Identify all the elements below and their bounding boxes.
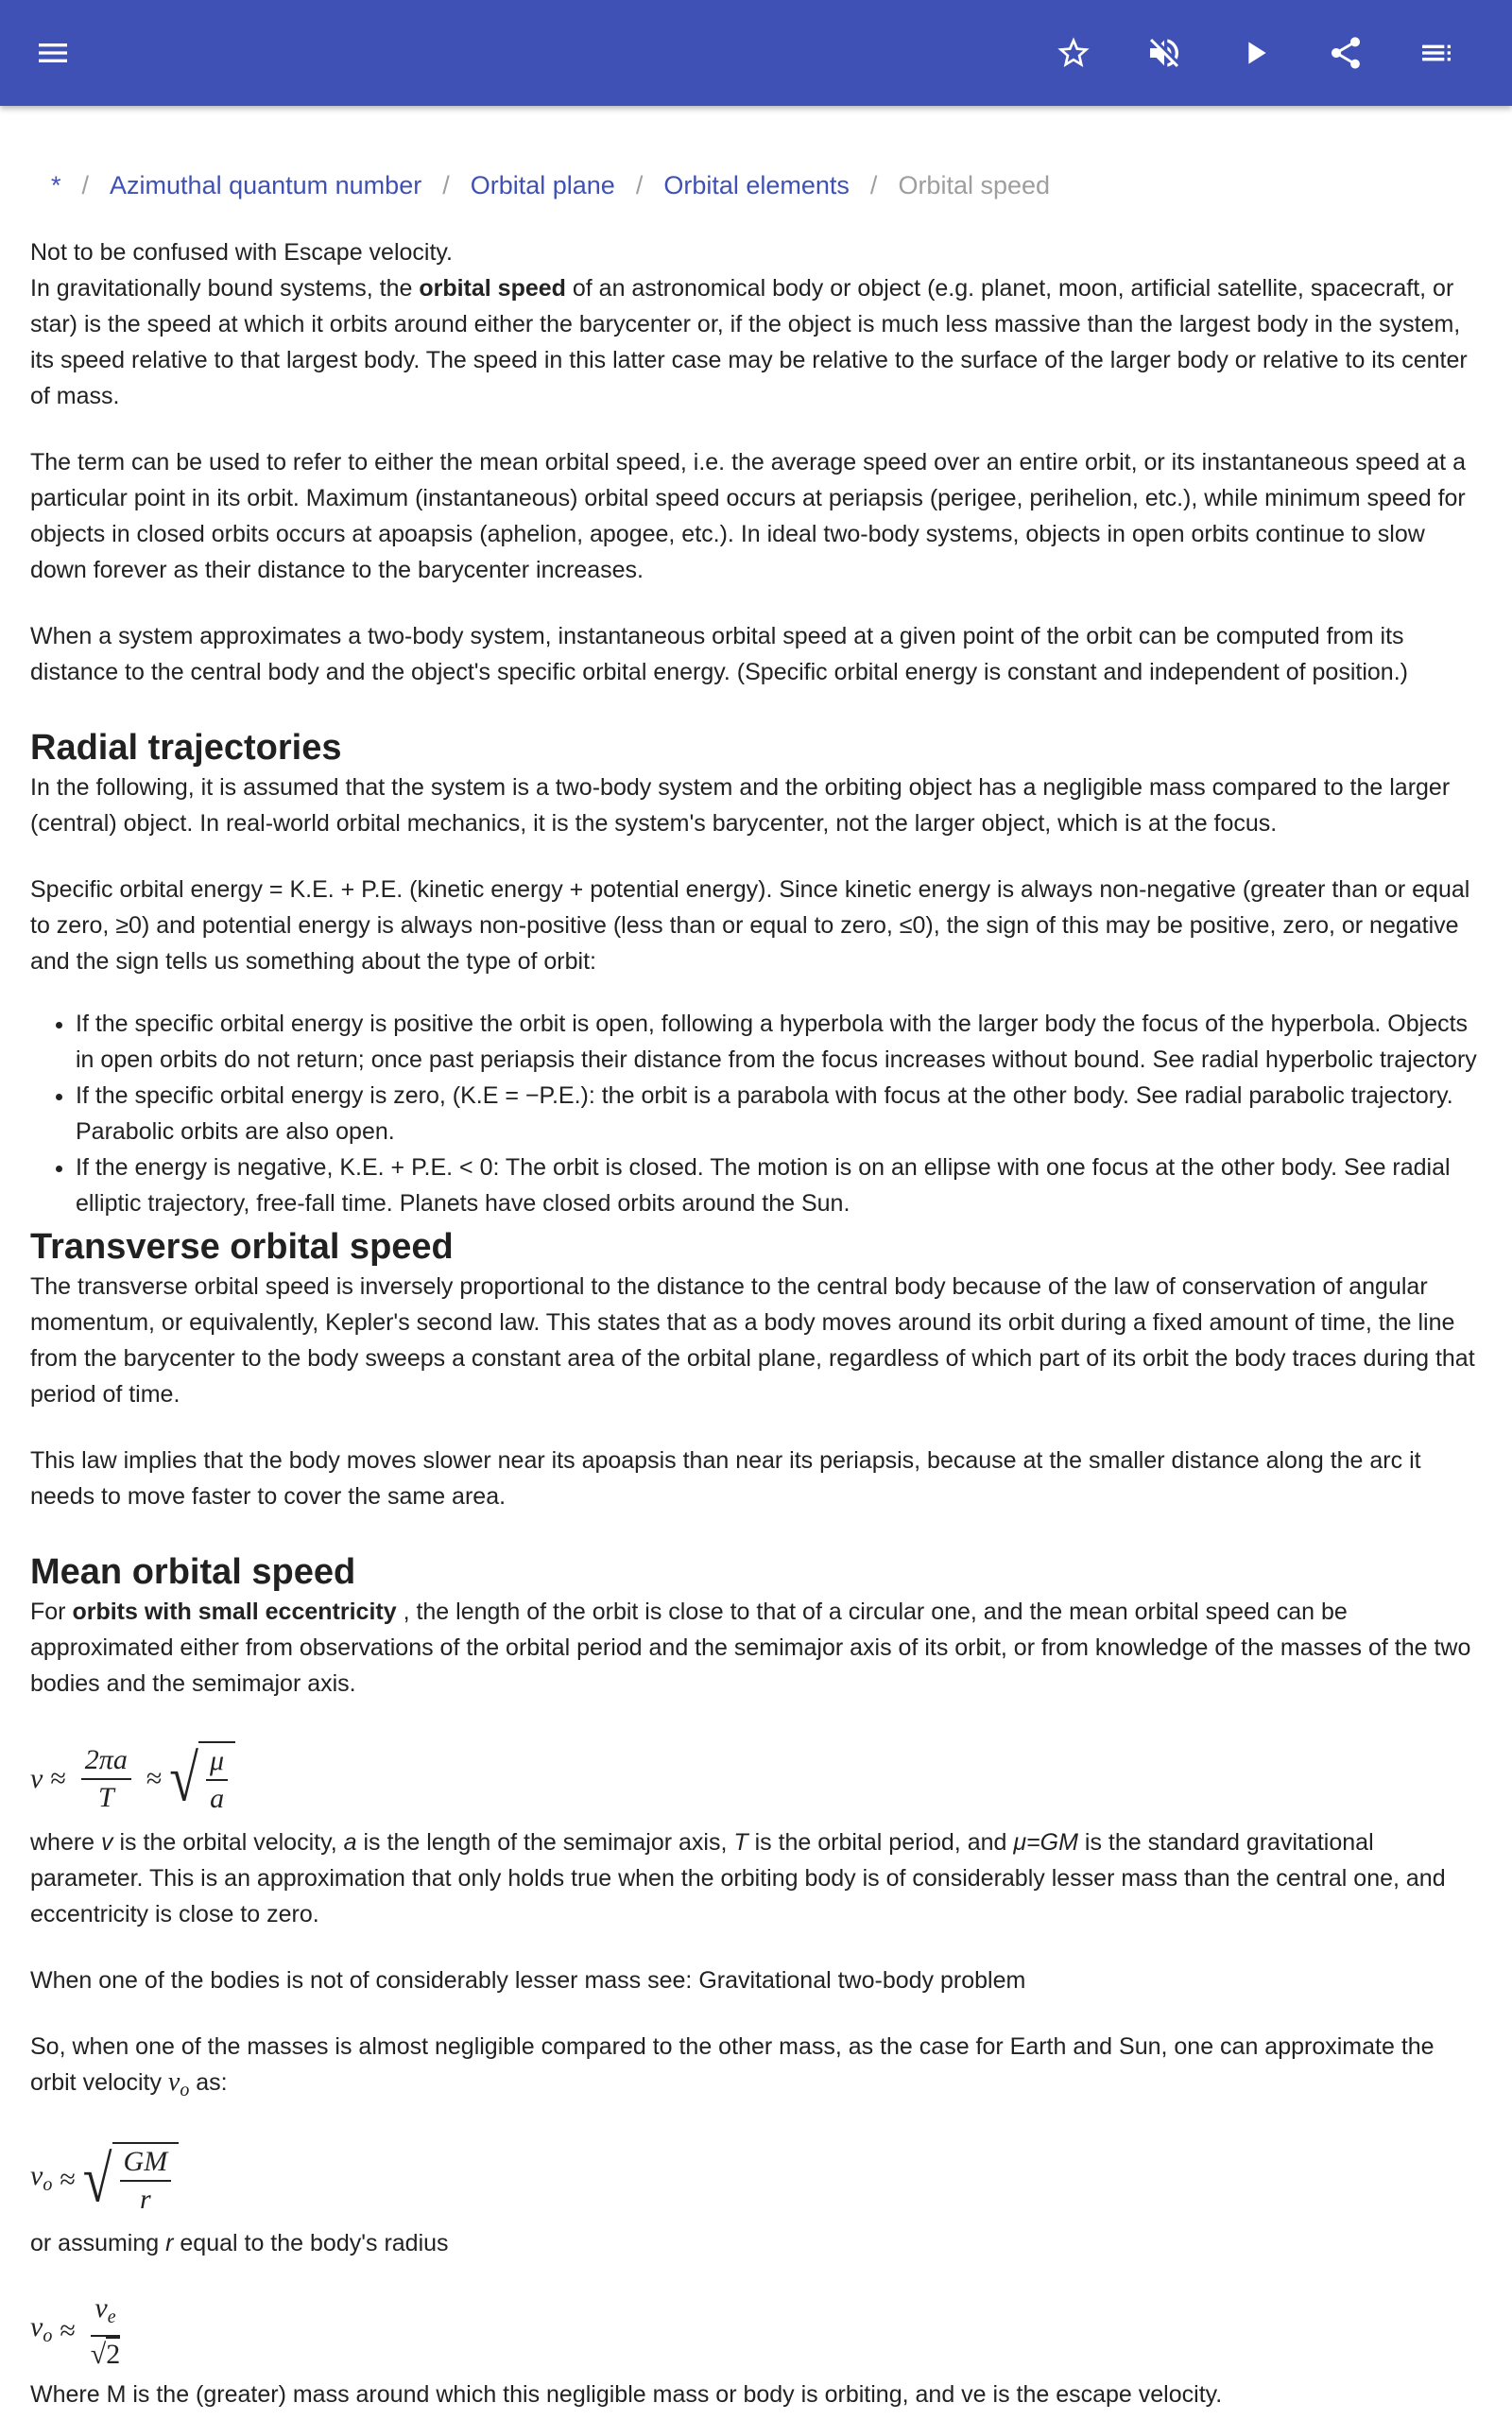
- numerator: 2πa: [81, 1742, 131, 1780]
- list-item: • If the specific orbital energy is zero, (K.E = −P.E.): the orbit is a parabola with focus at the other body. See radial parabolic trajectory. Parabolic orbits are also open.: [76, 1078, 1486, 1150]
- menu-icon: [34, 34, 72, 72]
- math-fraction: [81, 1742, 131, 1816]
- radical-sign: √: [90, 2338, 107, 2370]
- text: is the length of the semimajor axis,: [356, 1829, 734, 1856]
- formula-mean-orbital-speed: [30, 1734, 1486, 1824]
- text: equal to the body's radius: [173, 2230, 449, 2256]
- math-sqrt: [169, 1741, 235, 1817]
- math-op: ≈: [50, 1763, 66, 1794]
- share-icon: [1327, 34, 1365, 72]
- math-subscript: o: [43, 2325, 53, 2346]
- radical-sign: √: [82, 2143, 112, 2217]
- text: as:: [189, 2069, 228, 2096]
- denominator: [91, 2337, 120, 2373]
- approximation-paragraph: [30, 2029, 1486, 2108]
- denominator: a: [210, 1783, 225, 1814]
- intro-paragraph-1: [30, 270, 1486, 414]
- breadcrumb-separator: /: [442, 171, 450, 199]
- math-var: [167, 2067, 190, 2100]
- bold-term: orbital speed: [419, 275, 566, 302]
- math-subscript: o: [43, 2173, 53, 2195]
- breadcrumb-current: Orbital speed: [898, 171, 1051, 199]
- math-var: r: [165, 2230, 174, 2256]
- favorite-button[interactable]: [1047, 26, 1100, 79]
- star-outline-icon: [1055, 34, 1092, 72]
- numerator: [91, 2290, 119, 2337]
- breadcrumb-home[interactable]: *: [51, 171, 61, 199]
- radial-paragraph-1: In the following, it is assumed that the system is a two-body system and the orbiting object has a negligible mass compared to the larger (central) object. In real-world orbital mechanics, it is the system's barycenter, not the larger object, which is at the focus.: [30, 774, 1451, 837]
- transverse-paragraph-2: This law implies that the body moves slower near its apoapsis than near its periapsis, because at the smaller distance along the arc it needs to move faster to cover the same area.: [30, 1447, 1421, 1510]
- mute-button[interactable]: [1138, 26, 1191, 79]
- breadcrumb-azimuthal-quantum-number[interactable]: Azimuthal quantum number: [110, 171, 422, 199]
- numerator: GM: [120, 2144, 172, 2182]
- text: is the orbital period, and: [747, 1829, 1014, 1856]
- radicand: 2: [106, 2338, 121, 2370]
- math-var: [30, 2309, 52, 2354]
- orbit-type-list: [30, 1006, 1486, 1221]
- section-heading-mean: Mean orbital speed: [30, 1552, 356, 1592]
- menu-button[interactable]: [26, 26, 79, 79]
- text: In gravitationally bound systems, the: [30, 275, 420, 302]
- math-subscript: e: [107, 2306, 116, 2327]
- denominator: T: [97, 1782, 114, 1813]
- where-paragraph: [30, 1824, 1486, 1932]
- math-fraction: [206, 1743, 228, 1817]
- text: is the standard gravitational parameter. This is an approximation that only holds true when the orbiting body is of considerably lesser mass than the central one, and eccentricity is close to zero.: [30, 1829, 1446, 1927]
- text: is the orbital velocity,: [112, 1829, 344, 1856]
- volume-off-icon: [1145, 34, 1183, 72]
- math-var: μ=GM: [1013, 1829, 1078, 1856]
- app-bar: [0, 0, 1512, 106]
- numerator: μ: [206, 1743, 228, 1781]
- section-heading-radial: Radial trajectories: [30, 728, 342, 768]
- math-var: T: [733, 1829, 748, 1856]
- intro-paragraph-2: The term can be used to refer to either the mean orbital speed, i.e. the average speed over an entire orbit, or its instantaneous speed at a particular point in its orbit. Maximum (instantaneous) orbital speed occurs at periapsis (perigee, perihelion, etc.), while minimum speed for objects in closed orbits occurs at apoapsis (aphelion, apogee, etc.). In ideal two-body systems, objects in open orbits continue to slow down forever as their distance to the barycenter increases.: [30, 449, 1466, 583]
- text: For: [30, 1599, 73, 1625]
- where-M-paragraph: Where M is the (greater) mass around which this negligible mass or body is orbiting, and ve is the escape velocity.: [30, 2381, 1223, 2408]
- math-op: ≈: [60, 2315, 76, 2346]
- math-var: v: [101, 1829, 113, 1856]
- math-var-v: v: [167, 2067, 180, 2097]
- radial-paragraph-2: Specific orbital energy = K.E. + P.E. (kinetic energy + potential energy). Since kinetic energy is always non-negative (greater than or equal to zero, ≥0) and potential energy is always non-positive (less than or equal to zero, ≤0), the sign of this may be positive, zero, or negative and the sign tells us something about the type of orbit:: [30, 876, 1470, 975]
- text: , the length of the orbit is close to that of a circular one, and the mean orbital speed can be approximated either from observations of the orbital period and the semimajor axis of its orbit, or from knowledge of the masses of the two bodies and the semimajor axis.: [30, 1599, 1471, 1697]
- text: or assuming: [30, 2230, 166, 2256]
- text: So, when one of the masses is almost negligible compared to the other mass, as the case for Earth and Sun, one can approximate the orbit velocity: [30, 2033, 1435, 2096]
- playlist-icon: [1418, 34, 1455, 72]
- breadcrumb-separator: /: [81, 171, 90, 199]
- assume-radius-paragraph: [30, 2225, 1486, 2261]
- radicand: [198, 1741, 235, 1817]
- bold-term: orbits with small eccentricity: [72, 1599, 397, 1625]
- math-var-v: v: [30, 2310, 43, 2342]
- intro-paragraph-3: When a system approximates a two-body system, instantaneous orbital speed at a given point of the orbit can be computed from its distance to the central body and the object's specific orbital energy. (Specific orbital energy is constant and independent of position.): [30, 623, 1408, 685]
- denominator: r: [140, 2184, 151, 2215]
- breadcrumb: [30, 166, 1486, 204]
- list-item: • If the specific orbital energy is positive the orbit is open, following a hyperbola with the larger body the focus of the hyperbola. Objects in open orbits do not return; once past periapsis their distance from the focus increases without bound. See radial hyperbolic trajectory: [76, 1006, 1486, 1078]
- two-body-paragraph: When one of the bodies is not of considerably lesser mass see: Gravitational two-body problem: [30, 1967, 1026, 1994]
- text: where: [30, 1829, 102, 1856]
- text: of an astronomical body or object (e.g. planet, moon, artificial satellite, spacecraft, or star) is the speed at which it orbits around either the barycenter or, if the object is much less massive than the largest body in the system, its speed relative to that largest body. The speed in this latter case may be relative to the surface of the larger body or relative to its center of mass.: [30, 275, 1468, 409]
- play-icon: [1236, 34, 1274, 72]
- math-var: [30, 2158, 52, 2203]
- play-button[interactable]: [1228, 26, 1281, 79]
- formula-orbit-velocity: [30, 2135, 1486, 2225]
- transverse-paragraph-1: The transverse orbital speed is inversely proportional to the distance to the central body because of the law of conservation of angular momentum, or equivalently, Kepler's second law. This states that as a body moves around its orbit during a fixed amount of time, the line from the barycenter to the body sweeps a constant area of the orbital plane, regardless of which part of its orbit the body traces during that period of time.: [30, 1273, 1475, 1408]
- list-item: • If the energy is negative, K.E. + P.E. < 0: The orbit is closed. The motion is on an ellipse with one focus at the other body. See radial elliptic trajectory, free-fall time. Planets have closed orbits around the Sun.: [76, 1150, 1486, 1221]
- formula-escape-velocity-ratio: [30, 2286, 1486, 2377]
- radicand: [112, 2142, 180, 2218]
- share-button[interactable]: [1319, 26, 1372, 79]
- breadcrumb-separator: /: [635, 171, 644, 199]
- math-var-v: v: [30, 2159, 43, 2191]
- breadcrumb-orbital-plane[interactable]: Orbital plane: [470, 171, 615, 199]
- math-var: a: [343, 1829, 357, 1856]
- breadcrumb-orbital-elements[interactable]: Orbital elements: [663, 171, 850, 199]
- math-var-v: v: [94, 2291, 108, 2324]
- math-fraction: [120, 2144, 172, 2218]
- toc-button[interactable]: [1410, 26, 1463, 79]
- math-subscript: o: [180, 2080, 190, 2100]
- math-var: v: [30, 1763, 43, 1794]
- breadcrumb-separator: /: [869, 171, 878, 199]
- radical-sign: √: [169, 1742, 199, 1816]
- math-op: ≈: [146, 1763, 163, 1794]
- mean-paragraph-1: [30, 1594, 1486, 1702]
- math-op: ≈: [60, 2164, 76, 2195]
- math-fraction: [91, 2290, 120, 2373]
- article-content: [30, 106, 1486, 2412]
- hatnote: Not to be confused with Escape velocity.: [30, 239, 453, 266]
- math-sqrt: [83, 2142, 179, 2218]
- section-heading-transverse: Transverse orbital speed: [30, 1227, 454, 1267]
